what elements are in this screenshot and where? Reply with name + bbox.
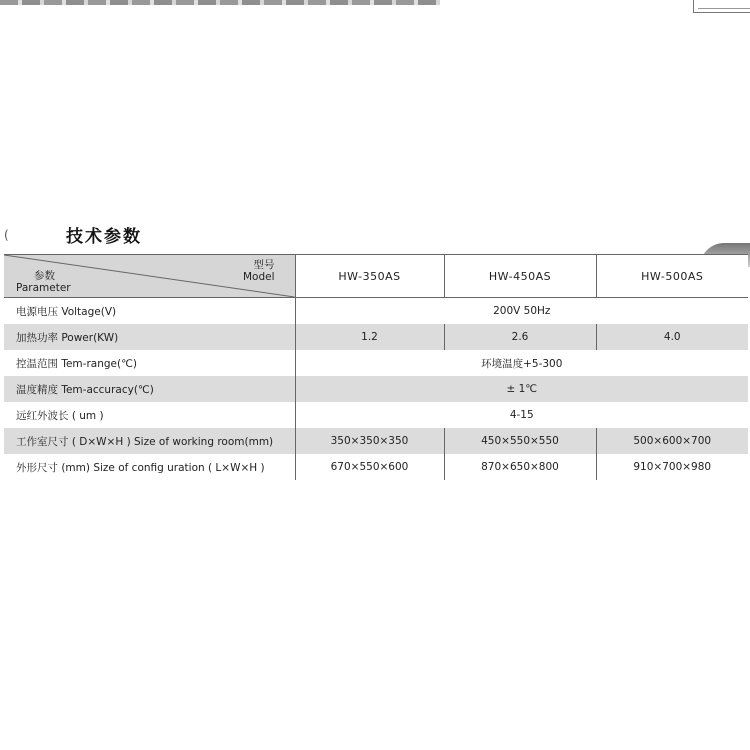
row-value: ± 1℃	[295, 376, 748, 402]
param-label-cn: 参数	[34, 270, 55, 282]
table-row	[4, 454, 748, 480]
table-row	[4, 376, 748, 402]
top-text-strip	[0, 0, 440, 5]
row-label: 温度精度 Tem-accuracy(℃)	[4, 376, 295, 402]
model-header: HW-500AS	[596, 255, 748, 298]
model-header: HW-350AS	[295, 255, 444, 298]
row-label: 工作室尺寸 ( D×W×H ) Size of working room(mm)	[4, 428, 295, 454]
row-value: 200V 50Hz	[295, 298, 748, 325]
row-label: 电源电压 Voltage(V)	[4, 298, 295, 325]
row-value: 910×700×980	[596, 454, 748, 480]
row-value: 670×550×600	[295, 454, 444, 480]
model-header: HW-450AS	[444, 255, 596, 298]
table-header-row	[4, 255, 748, 298]
param-model-header	[4, 255, 295, 298]
row-value: 450×550×550	[444, 428, 596, 454]
row-value: 350×350×350	[295, 428, 444, 454]
table-row	[4, 402, 748, 428]
row-value: 4-15	[295, 402, 748, 428]
row-value: 环境温度+5-300	[295, 350, 748, 376]
row-label: 外形尺寸 (mm) Size of config uration ( L×W×H )	[4, 454, 295, 480]
row-value: 4.0	[596, 324, 748, 350]
table-row	[4, 298, 748, 325]
row-label: 远红外波长 ( um )	[4, 402, 295, 428]
param-label-en: Parameter	[16, 282, 71, 294]
section-title: 技术参数	[66, 227, 142, 247]
row-value: 1.2	[295, 324, 444, 350]
top-right-frame	[693, 0, 750, 13]
table-row	[4, 428, 748, 454]
spec-table	[4, 254, 748, 480]
row-value: 870×650×800	[444, 454, 596, 480]
table-row	[4, 324, 748, 350]
row-value: 500×600×700	[596, 428, 748, 454]
left-mark: (	[4, 228, 9, 242]
model-label-en: Model	[242, 271, 275, 283]
row-label: 加热功率 Power(KW)	[4, 324, 295, 350]
table-row	[4, 350, 748, 376]
model-label-cn: 型号	[253, 259, 275, 271]
row-value: 2.6	[444, 324, 596, 350]
row-label: 控温范围 Tem-range(℃)	[4, 350, 295, 376]
